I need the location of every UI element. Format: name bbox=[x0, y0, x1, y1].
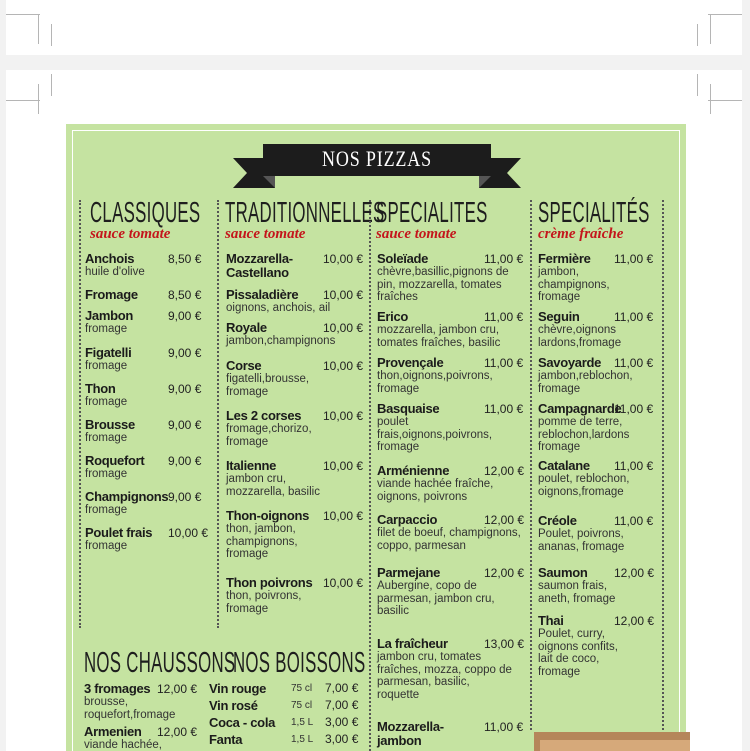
menu-item bbox=[538, 459, 656, 498]
item-description: pomme de terre, reblochon,lardons fromage bbox=[538, 416, 630, 453]
menu-item bbox=[84, 725, 205, 751]
item-price: 11,00 € bbox=[614, 459, 654, 473]
item-description: poulet frais,oignons,poivrons, fromage bbox=[377, 416, 493, 453]
item-name: Créole bbox=[538, 513, 577, 528]
drink-size: 75 cl bbox=[291, 700, 313, 711]
item-name: Jambon bbox=[85, 308, 134, 323]
item-description: jambon,reblochon, fromage bbox=[538, 370, 633, 395]
crop-mark bbox=[708, 14, 742, 15]
drink-size: 1,5 L bbox=[291, 734, 314, 745]
column-divider bbox=[530, 200, 532, 730]
item-name: Armenien bbox=[84, 724, 142, 739]
item-description: jambon, champignons, fromage bbox=[538, 266, 610, 303]
menu-item bbox=[226, 252, 365, 280]
item-name: Poulet frais bbox=[85, 525, 153, 540]
item-price: 9,00 € bbox=[168, 382, 202, 396]
drink-price: 7,00 € bbox=[325, 681, 359, 695]
item-price: 11,00 € bbox=[614, 252, 654, 266]
item-price: 10,00 € bbox=[323, 509, 364, 523]
item-price: 10,00 € bbox=[168, 526, 209, 540]
menu-title: NOS PIZZAS bbox=[322, 146, 432, 171]
crop-mark bbox=[710, 84, 711, 114]
menu-item bbox=[226, 409, 365, 448]
item-description: fromage bbox=[85, 432, 128, 444]
item-price: 10,00 € bbox=[323, 409, 364, 423]
drink-name: Coca - cola bbox=[209, 715, 276, 730]
drink-item bbox=[209, 732, 367, 749]
menu-item bbox=[538, 310, 656, 349]
item-description: fromage bbox=[85, 504, 128, 516]
section-title: SPECIALITÉS bbox=[538, 197, 650, 229]
item-description: saumon frais, aneth, fromage bbox=[538, 580, 616, 605]
item-description: fromage bbox=[85, 323, 128, 335]
menu-banner bbox=[233, 142, 521, 190]
item-price: 12,00 € bbox=[157, 725, 198, 739]
boissons-section bbox=[233, 647, 366, 679]
item-price: 9,00 € bbox=[168, 418, 202, 432]
menu-item bbox=[377, 637, 526, 701]
column-divider bbox=[79, 200, 81, 628]
item-price: 12,00 € bbox=[484, 464, 525, 478]
item-price: 11,00 € bbox=[484, 402, 524, 416]
item-name: Campagnarde bbox=[538, 401, 622, 416]
crop-mark bbox=[710, 14, 711, 44]
drink-size: 1,5 L bbox=[291, 717, 314, 728]
item-description: fromage bbox=[85, 540, 128, 552]
item-name: Provençale bbox=[377, 355, 444, 370]
item-name: 3 fromages bbox=[84, 681, 151, 696]
menu-item bbox=[85, 454, 210, 481]
crop-mark bbox=[38, 84, 39, 114]
item-price: 10,00 € bbox=[323, 459, 364, 473]
crop-mark bbox=[697, 74, 698, 96]
item-name: Thon bbox=[85, 381, 116, 396]
section-subtitle: crème fraîche bbox=[538, 226, 624, 242]
drink-price: 7,00 € bbox=[325, 698, 359, 712]
item-price: 11,00 € bbox=[484, 356, 524, 370]
pizza-box-lid bbox=[540, 740, 690, 751]
item-price: 12,00 € bbox=[614, 614, 655, 628]
item-name: Champignons bbox=[85, 489, 169, 504]
menu-item bbox=[377, 402, 526, 454]
item-name: Thon-oignons bbox=[226, 508, 310, 523]
item-price: 11,00 € bbox=[614, 310, 654, 324]
drink-item bbox=[209, 715, 367, 732]
item-description: figatelli,brousse, fromage bbox=[226, 373, 310, 398]
item-description: chèvre,oignons lardons,fromage bbox=[538, 324, 622, 349]
section-title: CLASSIQUES bbox=[90, 197, 201, 229]
menu-item bbox=[85, 252, 210, 279]
menu-item bbox=[84, 682, 205, 721]
menu-item bbox=[538, 356, 656, 395]
item-name: Catalane bbox=[538, 458, 590, 473]
item-name: Carpaccio bbox=[377, 512, 438, 527]
drink-item bbox=[209, 681, 367, 698]
section-subtitle: sauce tomate bbox=[376, 226, 457, 242]
item-name: Figatelli bbox=[85, 345, 132, 360]
item-price: 11,00 € bbox=[484, 252, 524, 266]
item-name: Pissaladière bbox=[226, 287, 299, 302]
item-description: thon, poivrons, fromage bbox=[226, 590, 302, 615]
column-divider bbox=[369, 200, 371, 751]
item-description: fromage bbox=[85, 396, 128, 408]
previous-page bbox=[6, 0, 742, 55]
item-price: 11,00 € bbox=[484, 720, 524, 734]
item-name: Royale bbox=[226, 320, 267, 335]
menu-column-specialites-creme bbox=[538, 197, 658, 242]
menu-item bbox=[85, 309, 210, 336]
item-price: 11,00 € bbox=[614, 356, 654, 370]
item-name: Savoyarde bbox=[538, 355, 602, 370]
item-price: 11,00 € bbox=[614, 402, 654, 416]
item-description: thon,oignons,poivrons, fromage bbox=[377, 370, 493, 395]
item-name: Erico bbox=[377, 309, 409, 324]
item-description: Poulet, curry, oignons confits, lait de coco, fromage bbox=[538, 628, 618, 678]
item-description: jambon,champignons bbox=[226, 335, 336, 347]
item-name: Soleïade bbox=[377, 251, 429, 266]
menu-item bbox=[538, 614, 656, 678]
menu-item bbox=[377, 252, 526, 304]
item-price: 10,00 € bbox=[323, 359, 364, 373]
item-name: La fraîcheur bbox=[377, 636, 448, 651]
item-price: 9,00 € bbox=[168, 490, 202, 504]
menu-item bbox=[226, 288, 365, 315]
item-price: 12,00 € bbox=[484, 513, 525, 527]
item-description: thon, jambon, champignons, fromage bbox=[226, 523, 298, 560]
item-name: Parmejane bbox=[377, 565, 441, 580]
menu-item bbox=[226, 576, 365, 615]
crop-mark bbox=[697, 24, 698, 46]
menu-item bbox=[377, 310, 526, 349]
item-price: 10,00 € bbox=[323, 321, 364, 335]
menu-column-traditionnelles bbox=[225, 197, 385, 242]
section-title: SPECIALITES bbox=[376, 197, 488, 229]
column-divider bbox=[662, 200, 664, 730]
item-price: 12,00 € bbox=[484, 566, 525, 580]
item-description: viande hachée, bbox=[84, 739, 163, 751]
item-name: Corse bbox=[226, 358, 262, 373]
drink-name: Fanta bbox=[209, 732, 243, 747]
crop-mark bbox=[708, 100, 742, 101]
menu-item bbox=[377, 566, 526, 618]
section-subtitle: sauce tomate bbox=[225, 226, 306, 242]
menu-item bbox=[226, 359, 365, 398]
section-title: TRADITIONNELLES bbox=[225, 197, 385, 229]
item-price: 11,00 € bbox=[484, 310, 524, 324]
chaussons-section bbox=[84, 647, 236, 679]
item-description: fromage,chorizo, fromage bbox=[226, 423, 312, 448]
item-description: poulet, reblochon, oignons,fromage bbox=[538, 473, 630, 498]
item-name: Italienne bbox=[226, 458, 277, 473]
item-name: Mozzarella- Castellano bbox=[226, 251, 293, 280]
column-divider bbox=[217, 200, 219, 628]
item-price: 12,00 € bbox=[614, 566, 655, 580]
menu-item bbox=[538, 566, 656, 605]
item-name: Brousse bbox=[85, 417, 135, 432]
section-title: NOS BOISSONS bbox=[233, 647, 366, 679]
item-name: Fromage bbox=[85, 287, 138, 302]
item-name: Thon poivrons bbox=[226, 575, 313, 590]
item-name: Roquefort bbox=[85, 453, 145, 468]
menu-item bbox=[377, 720, 526, 748]
crop-mark bbox=[6, 14, 40, 15]
item-price: 10,00 € bbox=[323, 576, 364, 590]
menu-item bbox=[538, 252, 656, 304]
drink-item bbox=[209, 698, 367, 715]
item-price: 10,00 € bbox=[323, 252, 364, 266]
section-subtitle: sauce tomate bbox=[90, 226, 171, 242]
section-title: NOS CHAUSSONS bbox=[84, 647, 236, 679]
item-price: 12,00 € bbox=[157, 682, 198, 696]
item-price: 9,00 € bbox=[168, 309, 202, 323]
item-name: Saumon bbox=[538, 565, 588, 580]
crop-mark bbox=[6, 100, 40, 101]
item-description: huile d'olive bbox=[85, 266, 145, 278]
item-price: 8,50 € bbox=[168, 252, 202, 266]
menu-item bbox=[85, 418, 210, 445]
item-price: 10,00 € bbox=[323, 288, 364, 302]
item-price: 9,00 € bbox=[168, 454, 202, 468]
item-name: Mozzarella- jambon bbox=[377, 719, 444, 748]
item-description: mozzarella, jambon cru, tomates fraîches, basilic bbox=[377, 324, 501, 349]
menu-item bbox=[226, 321, 365, 348]
item-price: 13,00 € bbox=[484, 637, 525, 651]
item-description: chèvre,basillic,pignons de pin, mozzarella, tomates fraîches bbox=[377, 266, 509, 303]
menu-item bbox=[538, 402, 656, 454]
menu-item bbox=[85, 346, 210, 373]
crop-mark bbox=[51, 74, 52, 96]
item-description: fromage bbox=[85, 468, 128, 480]
item-name: Basquaise bbox=[377, 401, 440, 416]
item-name: Fermière bbox=[538, 251, 591, 266]
item-name: Seguin bbox=[538, 309, 580, 324]
menu-item bbox=[85, 382, 210, 409]
item-name: Les 2 corses bbox=[226, 408, 302, 423]
menu-item bbox=[226, 509, 365, 561]
pizza-box-decoration bbox=[534, 732, 690, 751]
drink-price: 3,00 € bbox=[325, 732, 359, 746]
crop-mark bbox=[51, 24, 52, 46]
item-description: fromage bbox=[85, 360, 128, 372]
menu-item bbox=[377, 356, 526, 395]
item-description: oignons, anchois, ail bbox=[226, 302, 331, 314]
menu-column-specialites-tomate bbox=[376, 197, 526, 242]
menu-item bbox=[226, 459, 365, 498]
menu-item bbox=[85, 526, 210, 553]
item-description: brousse, roquefort,fromage bbox=[84, 696, 176, 721]
menu-column-classiques bbox=[90, 197, 210, 242]
item-price: 11,00 € bbox=[614, 514, 654, 528]
drink-name: Vin rouge bbox=[209, 681, 267, 696]
item-price: 8,50 € bbox=[168, 288, 202, 302]
item-description: jambon cru, mozzarella, basilic bbox=[226, 473, 320, 498]
drink-name: Vin rosé bbox=[209, 698, 258, 713]
crop-mark bbox=[38, 14, 39, 44]
item-description: jambon cru, tomates fraîches, mozza, coppo de parmesan, basilic, roquette bbox=[377, 651, 512, 701]
item-price: 9,00 € bbox=[168, 346, 202, 360]
menu-item bbox=[538, 514, 656, 553]
menu-item bbox=[85, 490, 210, 517]
drink-price: 3,00 € bbox=[325, 715, 359, 729]
item-name: Thai bbox=[538, 613, 564, 628]
item-description: filet de boeuf, champignons, coppo, parmesan bbox=[377, 527, 521, 552]
menu-item bbox=[377, 464, 526, 503]
item-description: Poulet, poivrons, ananas, fromage bbox=[538, 528, 625, 553]
menu-item bbox=[377, 513, 526, 552]
item-description: Aubergine, copo de parmesan, jambon cru, basilic bbox=[377, 580, 495, 617]
item-description: viande hachée fraîche, oignons, poivrons bbox=[377, 478, 494, 503]
drink-size: 75 cl bbox=[291, 683, 313, 694]
item-name: Anchois bbox=[85, 251, 135, 266]
menu-item bbox=[85, 288, 210, 302]
item-name: Arménienne bbox=[377, 463, 450, 478]
